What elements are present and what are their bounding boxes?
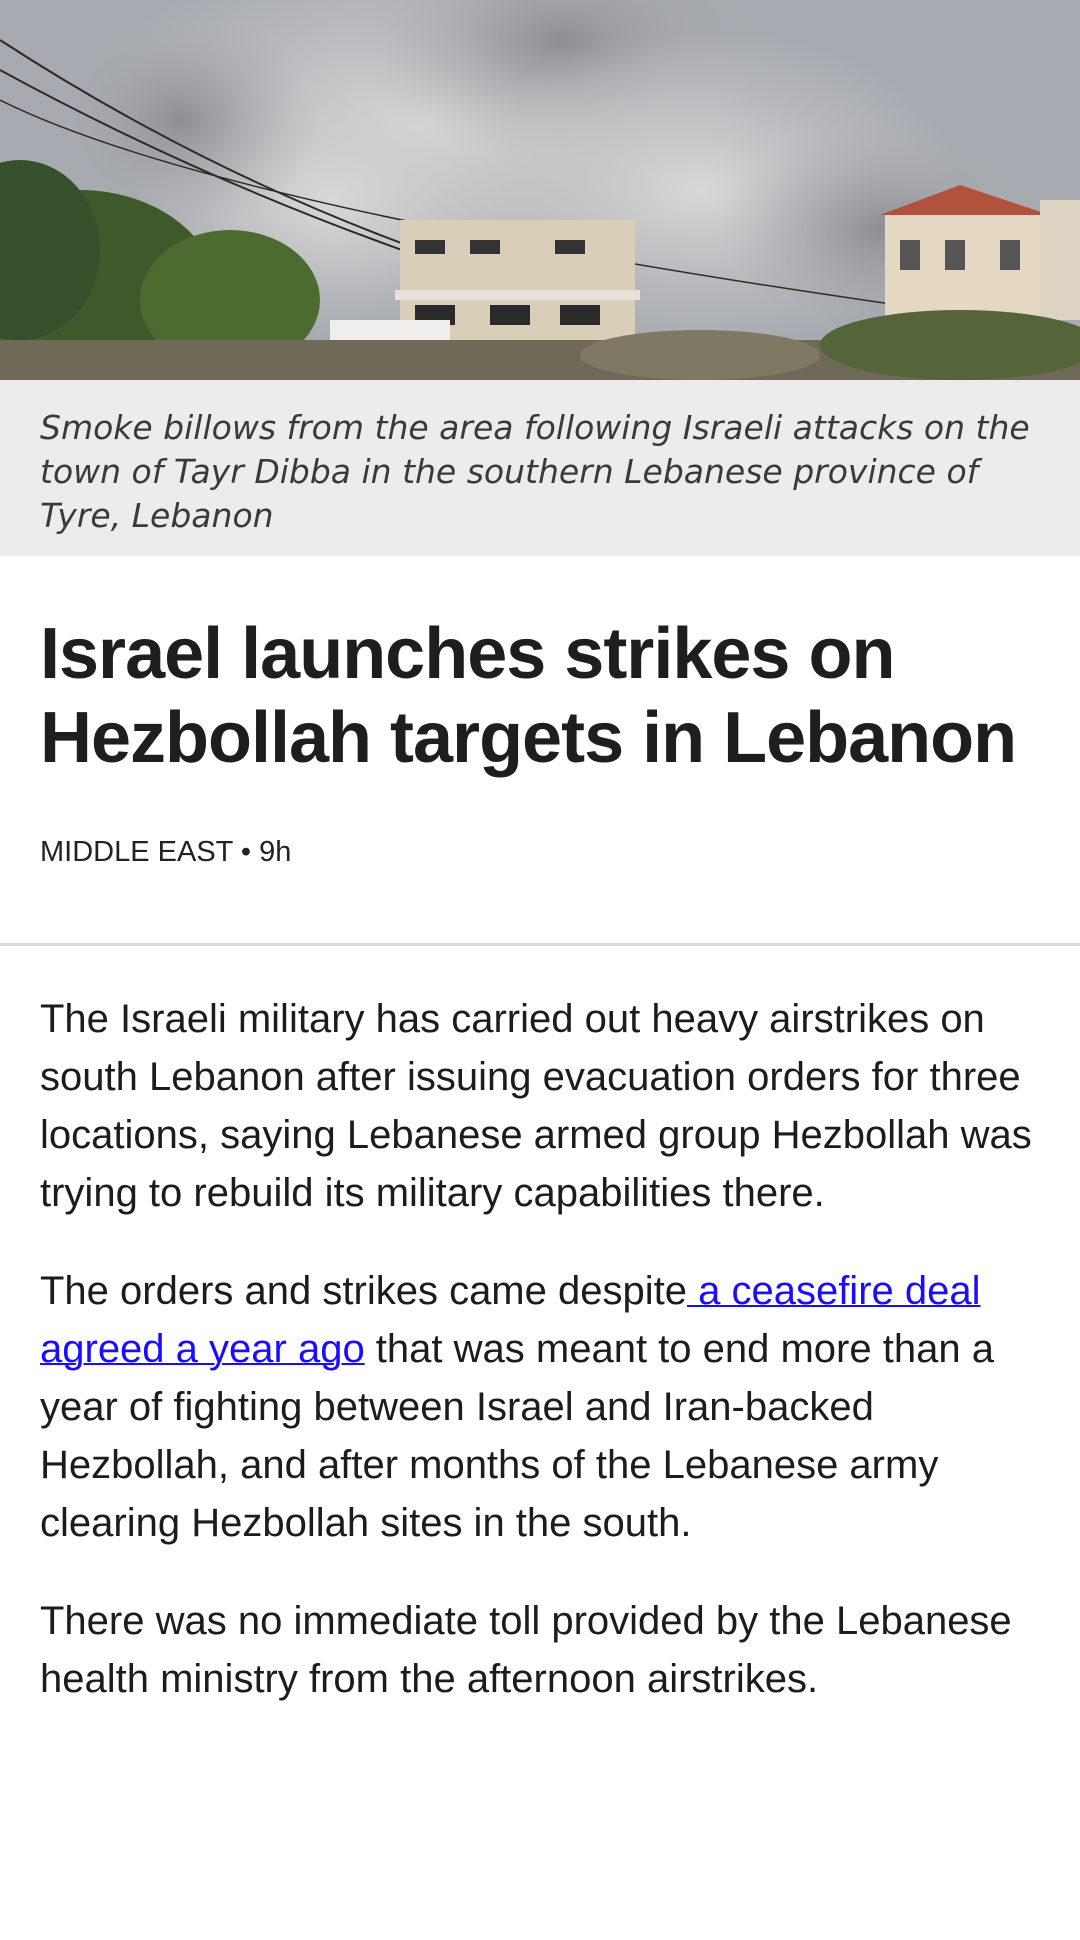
meta-separator: • (240, 836, 252, 868)
article-body (40, 990, 1050, 1748)
paragraph-3: There was no immediate toll provided by the Lebanese health ministry from the afternoon airstrikes. (40, 1599, 1012, 1701)
image-caption-box (0, 380, 1080, 556)
paragraph-2-text-start: The orders and strikes came despite (40, 1269, 687, 1313)
article-age: 9h (259, 836, 292, 868)
header-divider (0, 943, 1080, 946)
article-meta (40, 834, 1040, 870)
paragraph-1: The Israeli military has carried out heavy airstrikes on south Lebanon after issuing evacuation orders for three locations, saying Lebanese armed group Hezbollah was trying to rebuild its military capabilities there. (40, 997, 1032, 1215)
hero-photo-illustration (0, 0, 1080, 380)
image-caption: Smoke billows from the area following Israeli attacks on the town of Tayr Dibba in the southern Lebanese province of Tyre, Lebanon (40, 408, 1030, 535)
article-header (0, 556, 1080, 870)
hero-image (0, 0, 1080, 380)
category-label[interactable]: MIDDLE EAST (40, 836, 233, 868)
paragraph-2-text-middle: that was meant to end more than a year of fighting between Israel and Iran-backed Hezbollah, and after months of the Lebanese army (40, 1327, 994, 1487)
article-headline: Israel launches strikes on Hezbollah targets in Lebanon (40, 614, 1017, 778)
paragraph-2-text-end: clearing Hezbollah sites in the south. (40, 1501, 692, 1545)
paragraph-2 (40, 1262, 1050, 1552)
ceasefire-deal-link[interactable]: a ceasefire deal agreed a year ago (40, 1269, 981, 1371)
